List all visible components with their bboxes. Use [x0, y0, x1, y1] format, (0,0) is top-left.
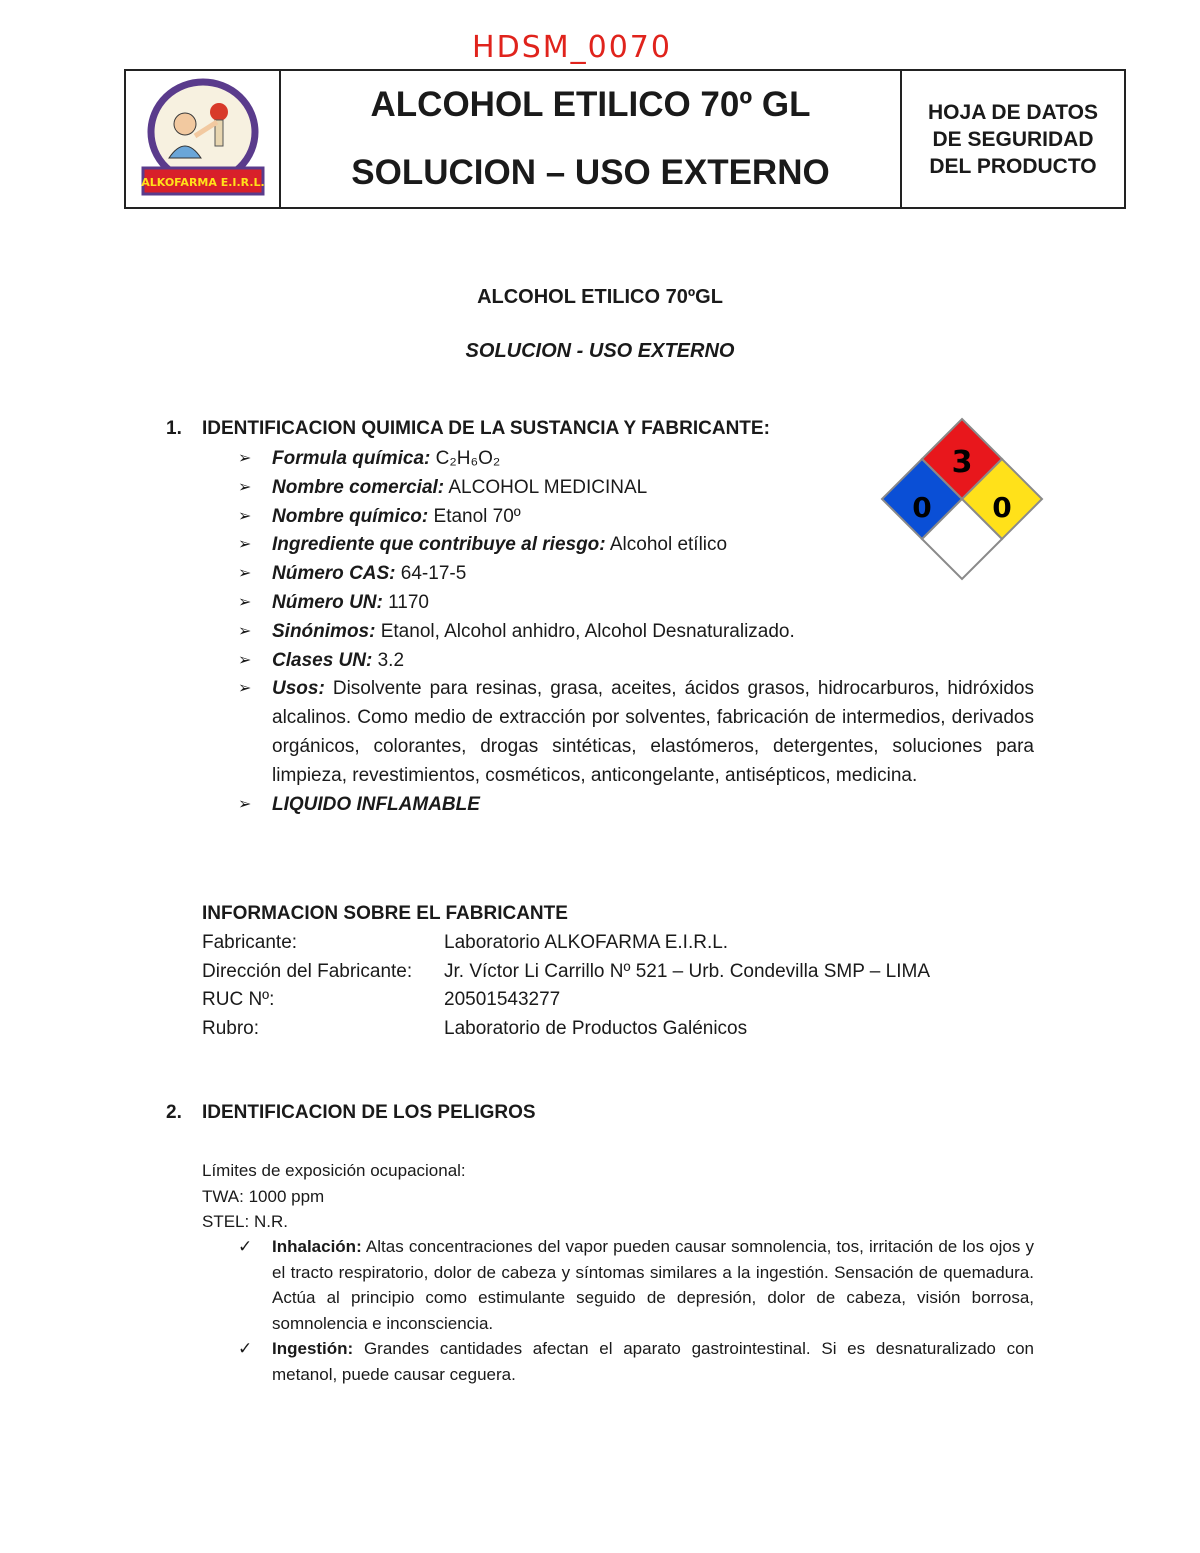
manufacturer-row: Dirección del Fabricante: Jr. Víctor Li Carrillo Nº 521 – Urb. Condevilla SMP – LIMA — [202, 960, 930, 982]
header-document-type — [902, 71, 1124, 207]
list-item: ✓ Ingestión: Grandes cantidades afectan el aparato gastrointestinal. Si es desnaturalizado con metanol, puede causar ceguera. — [238, 1336, 1034, 1387]
arrow-bullet-icon: ➢ — [238, 680, 252, 698]
list-item: ➢ Nombre químico: Etanol 70º — [238, 503, 1034, 532]
nfpa-health-value: 0 — [912, 491, 932, 524]
document-header — [124, 69, 1126, 209]
nfpa-flammability-value: 3 — [951, 445, 973, 480]
section-1-number: 1. — [166, 418, 182, 439]
list-item: ➢ Usos: Disolvente para resinas, grasa, aceites, ácidos grasos, hidrocarburos, hidróxidos alcalinos. Como medio de extracción por solventes, fabricación de intermedios, derivados orgánicos, colorantes, drogas sintéticas, elastómeros, detergentes, soluciones para limpieza, revestimientos, cosméticos, anticongelante, antisépticos, medicina. — [238, 675, 1034, 790]
list-item: ➢ Sinónimos: Etanol, Alcohol anhidro, Alcohol Desnaturalizado. — [238, 618, 1034, 647]
section-1-title: IDENTIFICACION QUIMICA DE LA SUSTANCIA Y FABRICANTE: — [202, 418, 770, 439]
list-item: ➢ Formula química: C₂H₆O₂ — [238, 445, 1034, 474]
hazard-list — [238, 1234, 1034, 1387]
logo-text: ALKOFARMA E.I.R.L. — [140, 176, 265, 189]
list-item: ➢ Nombre comercial: ALCOHOL MEDICINAL — [238, 474, 1034, 503]
product-subtitle: SOLUCION - USO EXTERNO — [465, 340, 735, 362]
header-title — [281, 71, 902, 207]
section-2-number: 2. — [166, 1102, 182, 1123]
checkmark-icon: ✓ — [238, 1339, 253, 1358]
manufacturer-row: Rubro: Laboratorio de Productos Galénicos — [202, 1018, 748, 1040]
header-side-line2: DE SEGURIDAD — [932, 127, 1094, 151]
arrow-bullet-icon: ➢ — [238, 478, 252, 496]
checkmark-icon: ✓ — [238, 1237, 253, 1256]
arrow-bullet-icon: ➢ — [238, 622, 252, 640]
manufacturer-info — [202, 900, 930, 1044]
section-2-title: IDENTIFICACION DE LOS PELIGROS — [202, 1102, 536, 1123]
header-side-line3: DEL PRODUCTO — [929, 154, 1097, 178]
header-title-line2: SOLUCION – USO EXTERNO — [351, 153, 830, 192]
manufacturer-title: INFORMACION SOBRE EL FABRICANTE — [202, 903, 568, 924]
list-item: ➢ Número UN: 1170 — [238, 589, 1034, 618]
list-item: ➢ Número CAS: 64-17-5 — [238, 560, 1034, 589]
manufacturer-row: RUC Nº: 20501543277 — [202, 989, 561, 1011]
limit-twa: TWA: 1000 ppm — [202, 1186, 325, 1206]
list-item: ✓ Inhalación: Altas concentraciones del vapor pueden causar somnolencia, tos, irritación de los ojos y el tracto respiratorio, dolor de cabeza y síntomas similares a la ingestión. Sensación de quemadura. Actúa al principio como estimulante seguido de depresión, dolor de cabeza, visión borrosa, somnolencia e inconsciencia. — [238, 1234, 1034, 1336]
document-code: HDSM_0070 — [472, 30, 672, 65]
list-item: ➢ LIQUIDO INFLAMABLE — [238, 791, 1034, 820]
arrow-bullet-icon: ➢ — [238, 536, 252, 554]
header-side-line1: HOJA DE DATOS — [928, 100, 1098, 124]
list-item: ➢ Clases UN: 3.2 — [238, 647, 1034, 676]
arrow-bullet-icon: ➢ — [238, 795, 252, 813]
limits-title: Límites de exposición ocupacional: — [202, 1161, 466, 1180]
nfpa-reactivity-value: 0 — [992, 491, 1012, 524]
arrow-bullet-icon: ➢ — [238, 593, 252, 611]
product-title: ALCOHOL ETILICO 70ºGL — [477, 286, 723, 308]
header-title-line1: ALCOHOL ETILICO 70º GL — [370, 85, 811, 124]
arrow-bullet-icon: ➢ — [238, 507, 252, 525]
section-1-heading — [166, 418, 770, 440]
nfpa-hazard-diamond-icon — [880, 417, 1044, 581]
manufacturer-row: Fabricante: Laboratorio ALKOFARMA E.I.R.L. — [202, 931, 729, 953]
arrow-bullet-icon: ➢ — [238, 651, 252, 669]
list-item: ➢ Ingrediente que contribuye al riesgo: Alcohol etílico — [238, 531, 1034, 560]
limit-stel: STEL: N.R. — [202, 1212, 288, 1231]
company-logo — [126, 71, 281, 207]
arrow-bullet-icon: ➢ — [238, 565, 252, 583]
arrow-bullet-icon: ➢ — [238, 450, 252, 467]
logo-emblem-icon — [139, 78, 267, 200]
section-2-heading — [166, 1102, 536, 1124]
exposure-limits — [202, 1158, 466, 1235]
